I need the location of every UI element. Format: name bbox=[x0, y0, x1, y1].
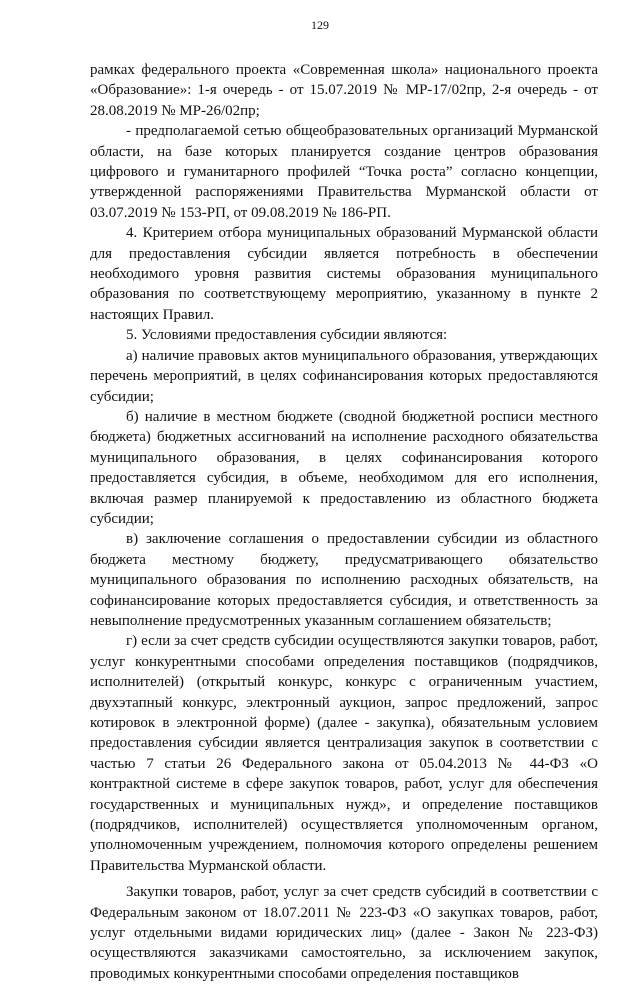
paragraph-condition-v: в) заключение соглашения о предоставлении субсидии из областного бюджета местному бюджету, предусматривающего обязательство муниципального образования по исполнению расходных обязательств, на софинансирование которых предоставляется субсидия, и ответственность за невыполнение предусмотренных указанным соглашением обязательств; bbox=[90, 531, 598, 629]
paragraph-conditions-heading: 5. Условиями предоставления субсидии являются: bbox=[126, 327, 448, 344]
paragraph-network-organizations: - предполагаемой сетью общеобразовательных организаций Мурманской области, на базе которых планируется создание центров образования цифрового и гуманитарного профилей “Точка роста” согласно концепции, утвержденной распоряжениями Правительства Мурманской области от 03.07.2019 № 153-РП, от 09.08.2019 № 186-РП. bbox=[90, 123, 598, 221]
paragraph-project-continuation: рамках федерального проекта «Современная школа» национального проекта «Образование»: 1-я очередь - от 15.07.2019 № МР-17/02пр, 2-я очередь - от 28.08.2019 № МР-26/02пр; bbox=[90, 62, 598, 119]
page-number: 129 bbox=[311, 18, 329, 32]
paragraph-condition-b: б) наличие в местном бюджете (сводной бюджетной росписи местного бюджета) бюджетных ассигнований на исполнение расходного обязательства муниципального образования, в целях софинансирования которого предоставляется субсидия, в объеме, необходимом для его исполнения, включая размер планируемой к предоставлению из областного бюджета субсидии; bbox=[90, 408, 598, 527]
paragraph-condition-g: г) если за счет средств субсидии осуществляются закупки товаров, работ, услуг конкурентными способами определения поставщиков (подрядчиков, исполнителей) (открытый конкурс, конкурс с ограниченным участием, двухэтапный конкурс, электронный аукцион, запрос предложений, запрос котировок в электронной форме) (далее - закупка), обязательным условием предоставления субсидии является централизация закупок в соответствии с частью 7 статьи 26 Федерального закона от 05.04.2013 № 44-ФЗ «О контрактной системе в сфере закупок товаров, работ, услуг для обеспечения государственных и муниципальных нужд», и определение поставщиков (подрядчиков, исполнителей) осуществляется уполномоченным органом, уполномоченным учреждением, полномочия которого определены решением Правительства Мурманской области. bbox=[90, 633, 598, 874]
paragraph-selection-criterion: 4. Критерием отбора муниципальных образований Мурманской области для предоставления субсидии является потребность в обеспечении необходимого уровня развития системы образования муниципального образования по соответствующему мероприятию, указанному в пункте 2 настоящих Правил. bbox=[90, 225, 598, 323]
paragraph-condition-a: а) наличие правовых актов муниципального образования, утверждающих перечень мероприятий, в целях софинансирования которых предоставляются субсидии; bbox=[90, 347, 598, 405]
paragraph-procurement-223: Закупки товаров, работ, услуг за счет средств субсидий в соответствии с Федеральным законом от 18.07.2011 № 223-ФЗ «О закупках товаров, работ, услуг отдельными видами юридических лиц» (далее - Закон № 223-ФЗ) осуществляются заказчиками самостоятельно, за исключением закупок, проводимых конкурентными способами определения поставщиков bbox=[90, 884, 598, 982]
document-body bbox=[90, 60, 598, 984]
